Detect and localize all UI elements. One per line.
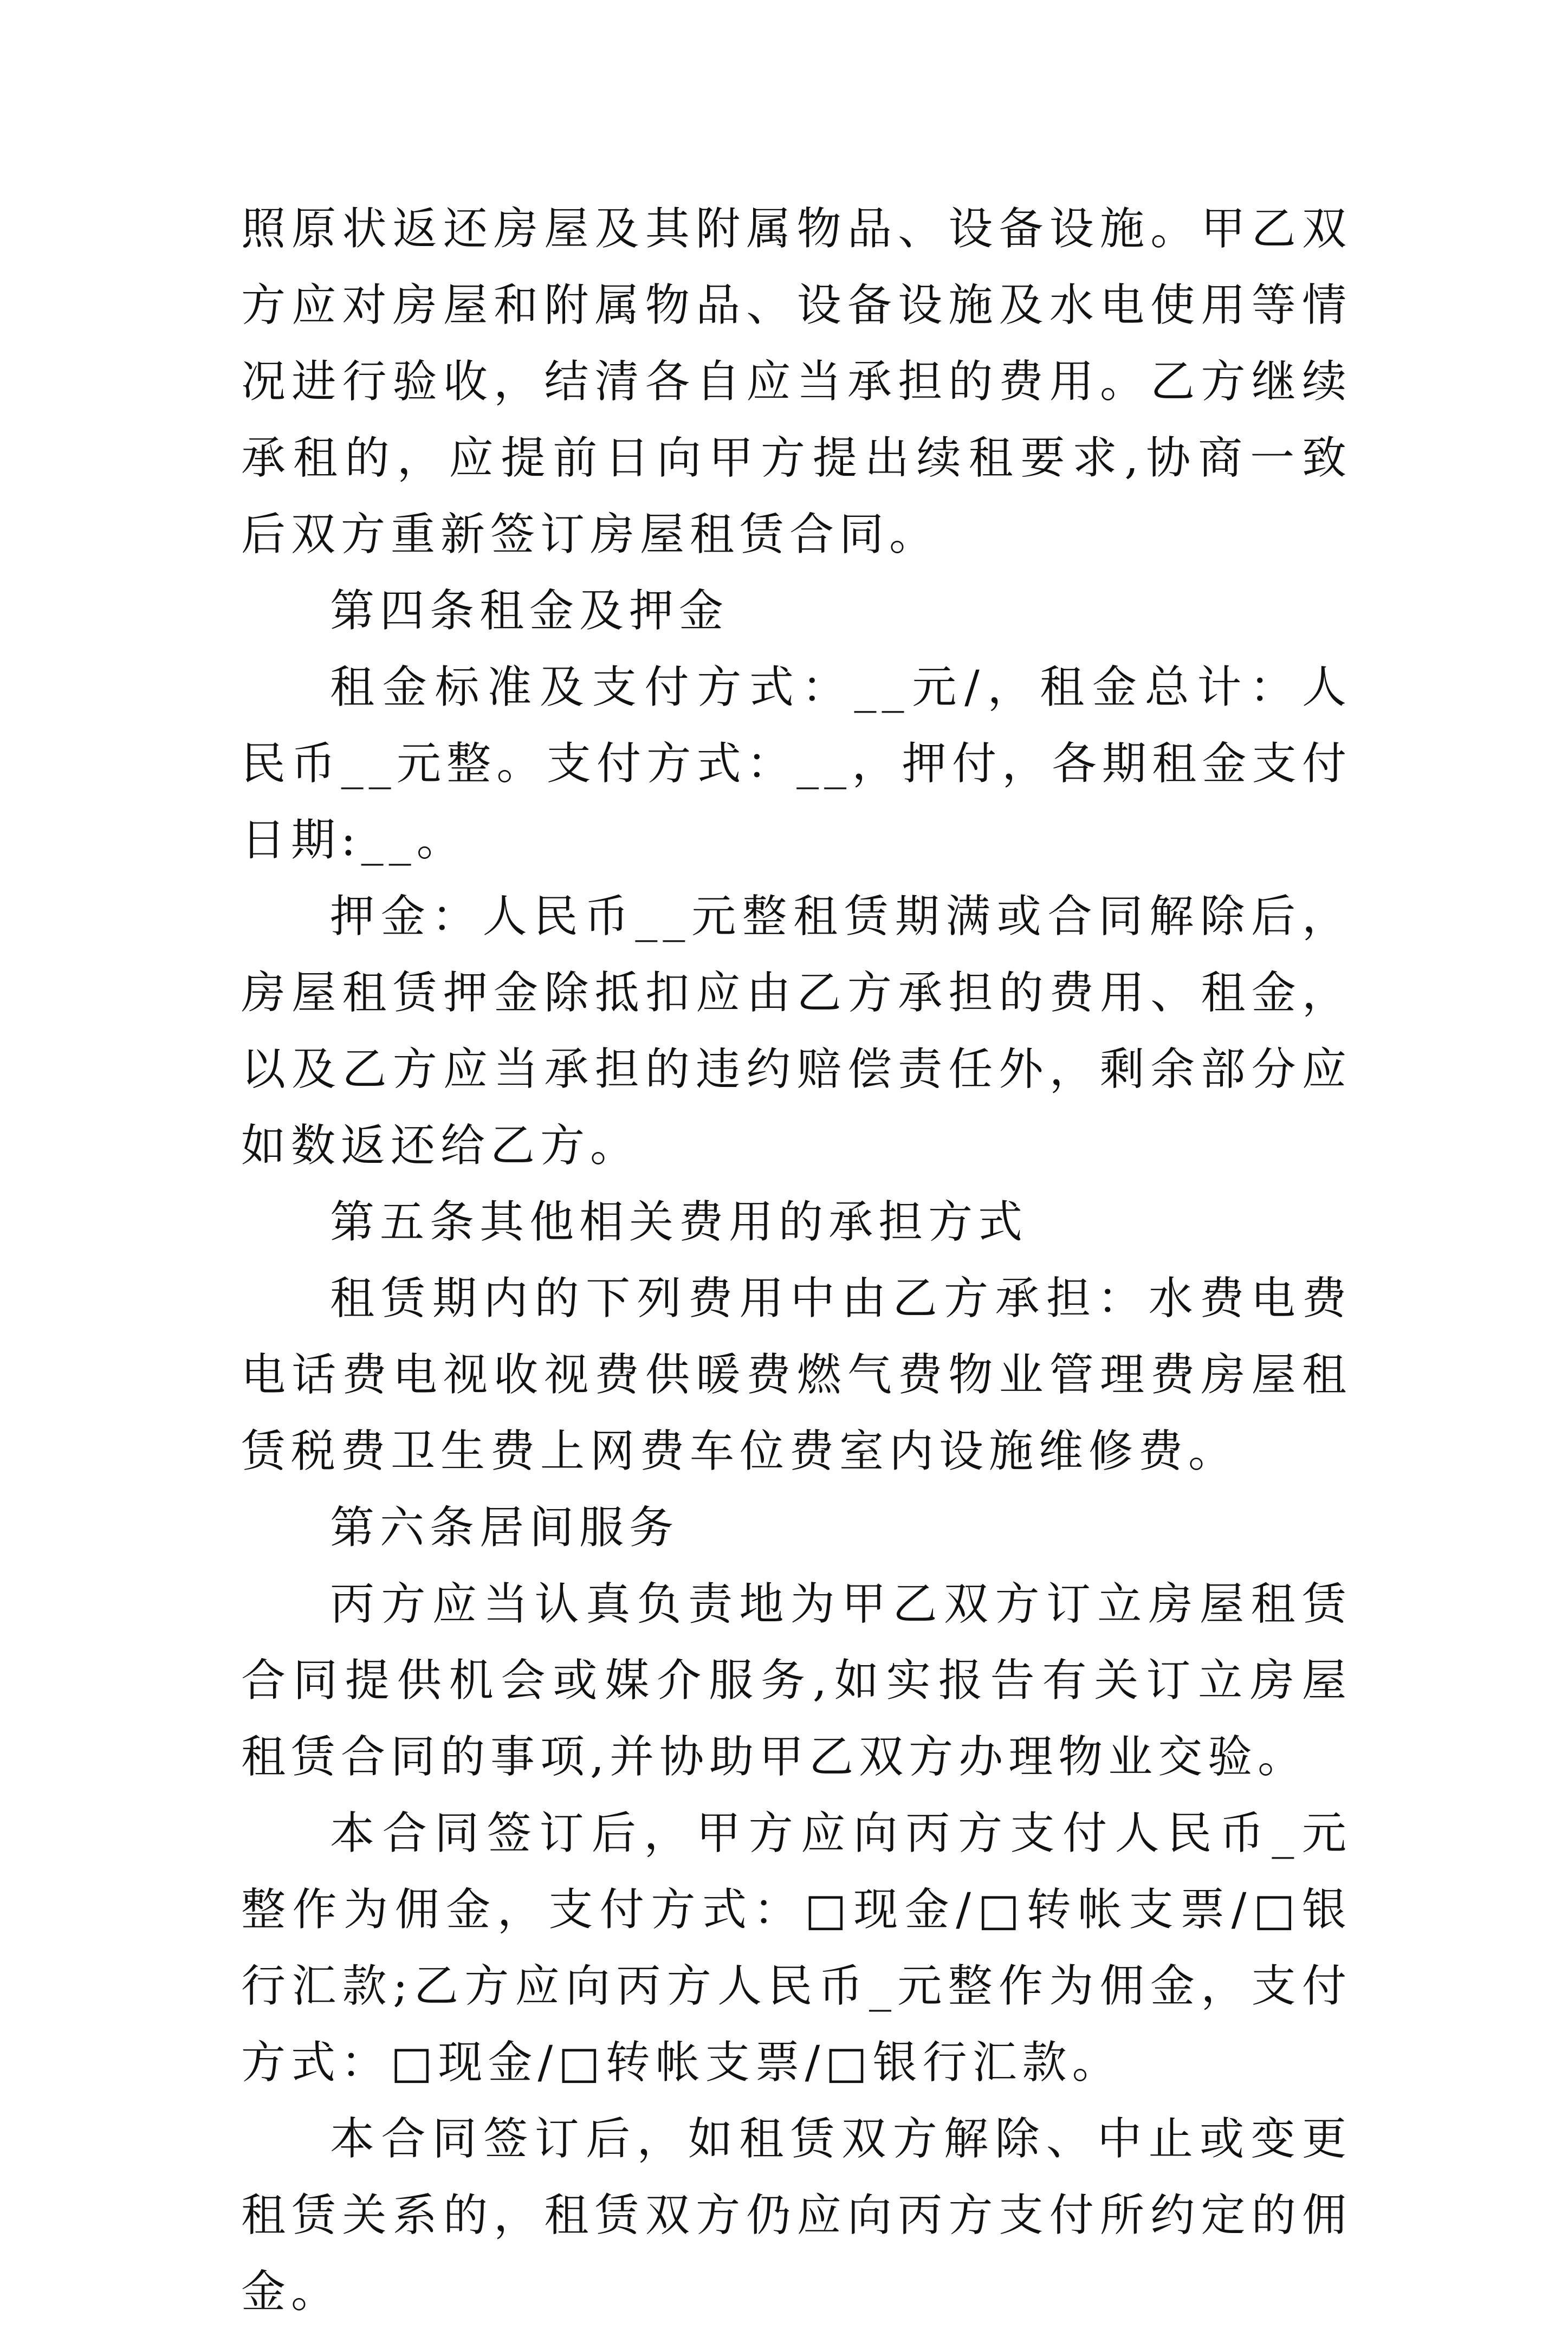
paragraph-rent-standard: 租金标准及支付方式：__元/，租金总计：人民币__元整。支付方式：__，押付，各期租金支付日期:__。 <box>241 662 1352 866</box>
paragraph-broker-duty: 丙方应当认真负责地为甲乙双方订立房屋租赁合同提供机会或媒介服务,如实报告有关订立房屋租赁合同的事项,并协助甲乙双方办理物业交验。 <box>241 1578 1352 1783</box>
paragraph-commission-after-termination: 本合同签订后，如租赁双方解除、中止或变更租赁关系的，租赁双方仍应向丙方支付所约定的佣金。 <box>241 2113 1352 2318</box>
section-heading-6: 第六条居间服务 <box>330 1502 679 1554</box>
paragraph-commission: 本合同签订后，甲方应向丙方支付人民币_元整作为佣金，支付方式：□现金/□转帐支票/□银行汇款;乙方应向丙方人民币_元整作为佣金，支付方式：□现金/□转帐支票/□银行汇款。 <box>241 1808 1352 2088</box>
paragraph-fees: 租赁期内的下列费用中由乙方承担：水费电费电话费电视收视费供暖费燃气费物业管理费房屋租赁税费卫生费上网费车位费室内设施维修费。 <box>241 1273 1352 1477</box>
section-heading-5: 第五条其他相关费用的承担方式 <box>330 1196 1028 1248</box>
section-heading-4: 第四条租金及押金 <box>330 585 729 637</box>
document-body <box>241 191 1352 2330</box>
paragraph-continuation: 照原状返还房屋及其附属物品、设备设施。甲乙双方应对房屋和附属物品、设备设施及水电使用等情况进行验收，结清各自应当承担的费用。乙方继续承租的，应提前日向甲方提出续租要求,协商一致后双方重新签订房屋租赁合同。 <box>241 203 1352 560</box>
paragraph-deposit: 押金：人民币__元整租赁期满或合同解除后，房屋租赁押金除抵扣应由乙方承担的费用、租金，以及乙方应当承担的违约赔偿责任外，剩余部分应如数返还给乙方。 <box>241 891 1352 1172</box>
